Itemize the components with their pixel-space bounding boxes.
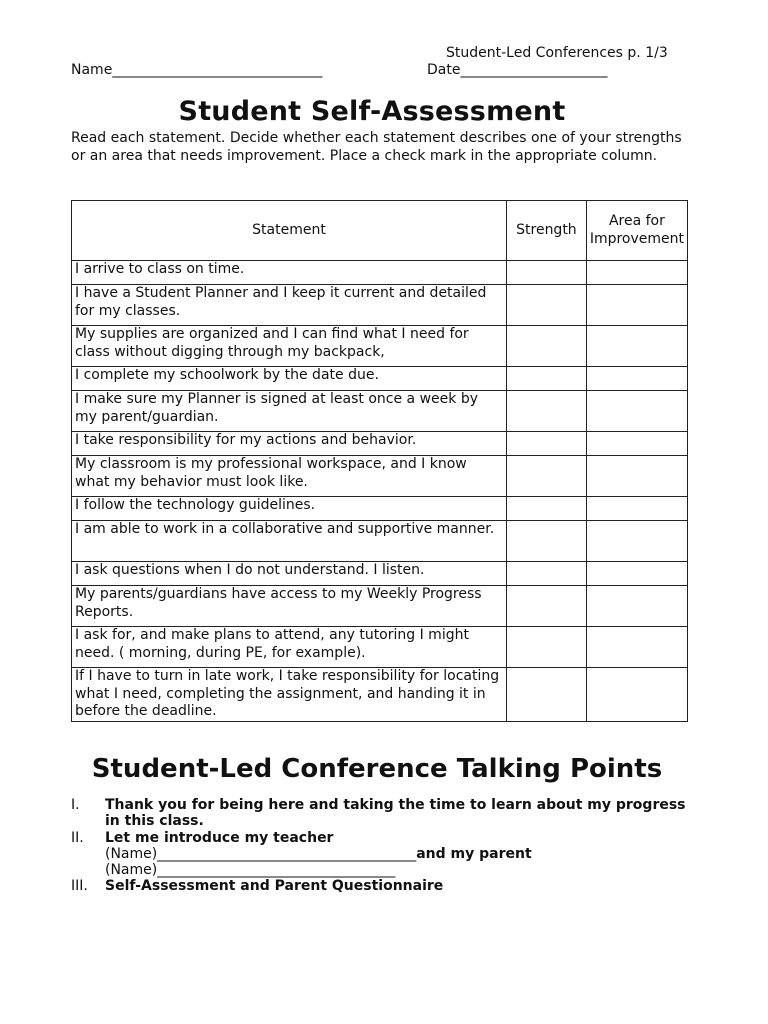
strength-checkbox-cell[interactable] [507,562,587,586]
statement-cell: My classroom is my professional workspace, and I know what my behavior must look like. [72,456,507,497]
statement-cell: I make sure my Planner is signed at least once a week by my parent/guardian. [72,391,507,432]
statement-cell: I arrive to class on time. [72,261,507,285]
page-title: Student Self-Assessment [178,96,566,127]
talking-points-title: Student-Led Conference Talking Points [91,754,663,784]
talking-point-text: Self-Assessment and Parent Questionnaire [105,878,444,894]
date-field[interactable] [427,62,607,78]
strength-checkbox-cell[interactable] [507,326,587,367]
improvement-checkbox-cell[interactable] [586,456,687,497]
date-blank[interactable]: _____________________ [460,62,608,78]
column-header-strength: Strength [507,201,587,261]
statement-cell: If I have to turn in late work, I take responsibility for locating what I need, completing the assignment, and handing it in before the deadline. [72,668,507,722]
table-row [72,285,688,326]
improvement-checkbox-cell[interactable] [586,562,687,586]
improvement-checkbox-cell[interactable] [586,521,687,562]
strength-checkbox-cell[interactable] [507,261,587,285]
strength-checkbox-cell[interactable] [507,432,587,456]
table-row [72,367,688,391]
strength-checkbox-cell[interactable] [507,497,587,521]
name-field[interactable] [71,62,322,78]
instructions-text: Read each statement. Decide whether each statement describes one of your strengths or an area that needs improvement. Place a check mark in the appropriate column. [71,130,682,164]
statement-cell: I ask questions when I do not understand. I listen. [72,562,507,586]
strength-checkbox-cell[interactable] [507,627,587,668]
date-label: Date [427,62,461,78]
table-row [72,668,688,722]
self-assessment-table [71,200,688,722]
table-row [72,391,688,432]
table-row [72,261,688,285]
table-row [72,326,688,367]
column-header-statement: Statement [72,201,507,261]
improvement-checkbox-cell[interactable] [586,285,687,326]
statement-cell: I am able to work in a collaborative and supportive manner. [72,521,507,562]
statement-cell: My supplies are organized and I can find what I need for class without digging through my backpack, [72,326,507,367]
improvement-checkbox-cell[interactable] [586,432,687,456]
talking-point-number: II. [71,830,84,846]
strength-checkbox-cell[interactable] [507,586,587,627]
statement-cell: I take responsibility for my actions and behavior. [72,432,507,456]
table-row [72,562,688,586]
table-row [72,432,688,456]
table-row [72,586,688,627]
improvement-checkbox-cell[interactable] [586,391,687,432]
name-prefix: (Name) [105,862,158,878]
table-row [72,497,688,521]
improvement-checkbox-cell[interactable] [586,367,687,391]
improvement-checkbox-cell[interactable] [586,668,687,722]
improvement-checkbox-cell[interactable] [586,497,687,521]
strength-checkbox-cell[interactable] [507,521,587,562]
talking-point-number: III. [71,878,88,894]
parent-label: and my parent [416,846,532,862]
talking-point-text: Thank you for being here and taking the time to learn about my progress in this class. [105,797,686,829]
statement-cell: I complete my schoolwork by the date due. [72,367,507,391]
talking-point-text: Let me introduce my teacher [105,830,334,846]
statement-cell: I follow the technology guidelines. [72,497,507,521]
strength-checkbox-cell[interactable] [507,391,587,432]
table-row [72,456,688,497]
table-row [72,521,688,562]
statement-cell: I have a Student Planner and I keep it current and detailed for my classes. [72,285,507,326]
improvement-checkbox-cell[interactable] [586,586,687,627]
teacher-name-blank[interactable]: _____________________________________ [157,846,417,862]
improvement-checkbox-cell[interactable] [586,326,687,367]
strength-checkbox-cell[interactable] [507,367,587,391]
parent-name-blank[interactable]: __________________________________ [157,862,396,878]
name-label: Name [71,62,113,78]
talking-point-number: I. [71,797,80,813]
strength-checkbox-cell[interactable] [507,285,587,326]
statement-cell: My parents/guardians have access to my Weekly Progress Reports. [72,586,507,627]
improvement-checkbox-cell[interactable] [586,627,687,668]
table-row [72,627,688,668]
strength-checkbox-cell[interactable] [507,456,587,497]
page-number-label: Student-Led Conferences p. 1/3 [446,45,668,61]
statement-cell: I ask for, and make plans to attend, any tutoring I might need. ( morning, during PE, for example). [72,627,507,668]
table-header-row [72,201,688,261]
name-prefix: (Name) [105,846,158,862]
name-blank[interactable]: ______________________________ [112,62,323,78]
improvement-checkbox-cell[interactable] [586,261,687,285]
column-header-improvement: Area for Improvement [586,201,687,261]
strength-checkbox-cell[interactable] [507,668,587,722]
